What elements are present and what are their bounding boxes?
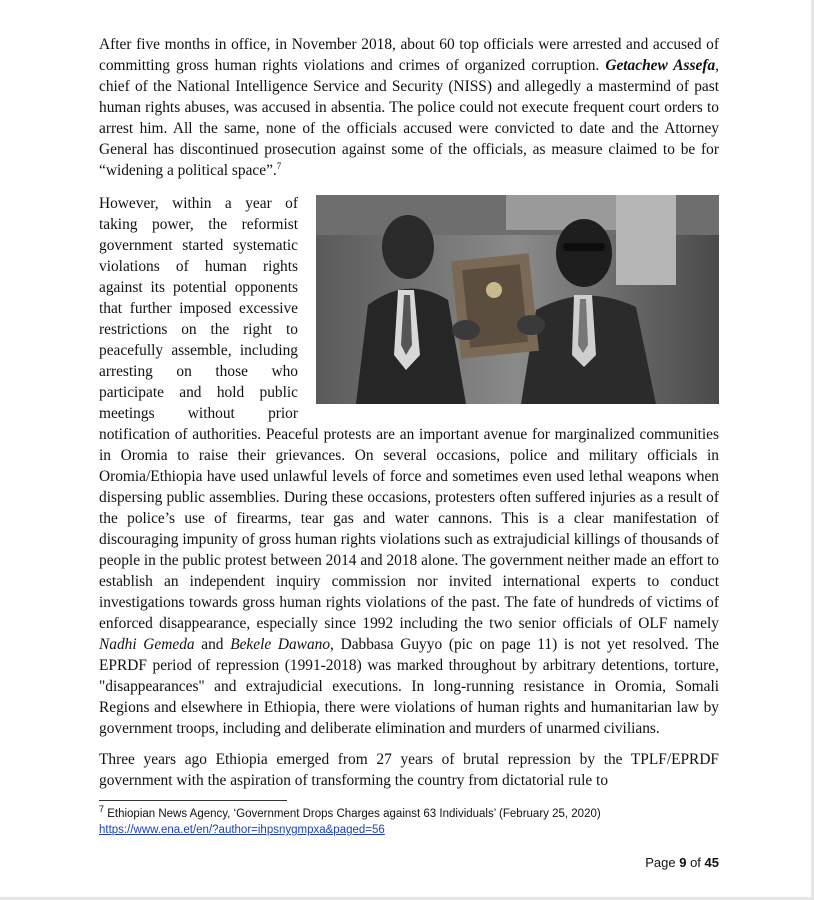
page-number-of: of [686, 855, 705, 870]
paragraph-3: Three years ago Ethiopia emerged from 27 years of brutal repression by the TPLF/EPRDF government with the aspiration of transforming the country from dictatorial rule to [99, 751, 719, 789]
page-number-current: 9 [679, 855, 687, 870]
page-number [645, 855, 719, 870]
footnote-divider [99, 800, 287, 801]
paragraph-2-and: and [194, 636, 231, 653]
paragraph-2-text-b: , Dabbasa Guyyo (pic on page 11) is not yet resolved. The EPRDF period of repression (1991-2018) was marked throughout by arbitrary detentions, torture, "disappearances" and extrajudicial executions. In long-running resistance in Oromia, Somali Regions and elsewhere in Ethiopia, there were violations of human rights and humanitarian law by government troops, including and deliberate elimination and murders of unarmed civilians. [99, 636, 719, 737]
ceremony-photo [316, 195, 719, 404]
footnote-number: 7 [99, 804, 105, 815]
page-number-total: 45 [704, 855, 719, 870]
page-number-prefix: Page [645, 855, 680, 870]
person-name-bekele: Bekele Dawano [230, 636, 331, 653]
footnote [99, 806, 719, 838]
person-name-nadhi: Nadhi Gemeda [99, 636, 195, 653]
paragraph-2-text-a: However, within a year of taking power, the reformist government started systematic violations of human rights against its potential opponents that further imposed excessive restrictions on the right to peacefully assemble, including arresting on those who participate and hold public meetings without prior notification of authorities. Peaceful protests are an important avenue for marginalized communities in Oromia to raise their grievances. On several occasions, police and military officials in Oromia/Ethiopia have used unlawful levels of force and sometimes even used lethal weapons when dispersing public assemblies. During these occasions, protesters often suffered injuries as a result of the police’s use of firearms, tear gas and water cannons. This is a clear manifestation of discouraging impunity of gross human rights violations such as extrajudicial killings of thousands of people in the public protest between 2014 and 2018 alone. The government neither made an effort to establish an independent inquiry commission nor invited international experts to conduct investigations towards gross human rights violations of the past. The fate of hundreds of victims of enforced disappearance, especially since 1992 including the two senior officials of OLF namely [99, 195, 719, 632]
footnote-link[interactable]: https://www.ena.et/en/?author=ihpsnygmpxa&paged=56 [99, 824, 385, 836]
paragraph-1-text-a: After five months in office, in November 2018, about 60 top officials were arrested and accused of committing gross human rights violations and crimes of organized corruption. [99, 36, 719, 74]
paragraph-1 [99, 34, 719, 181]
document-body [99, 34, 719, 791]
paragraph-1-text-b: , chief of the National Intelligence Service and Security (NISS) and allegedly a mastermind of past human rights abuses, was accused in absentia. The police could not execute frequent court orders to arrest him. All the same, none of the officials accused were convicted to date and the Attorney General has discontinued prosecution against some of the officials, as measure claimed to be for “widening a political space”. [99, 57, 719, 179]
person-name-getachew: Getachew Assefa [605, 57, 716, 74]
footnote-reference[interactable]: 7 [276, 160, 282, 171]
footnote-text: Ethiopian News Agency, ‘Government Drops Charges against 63 Individuals’ (February 25, 2020) [104, 808, 601, 820]
